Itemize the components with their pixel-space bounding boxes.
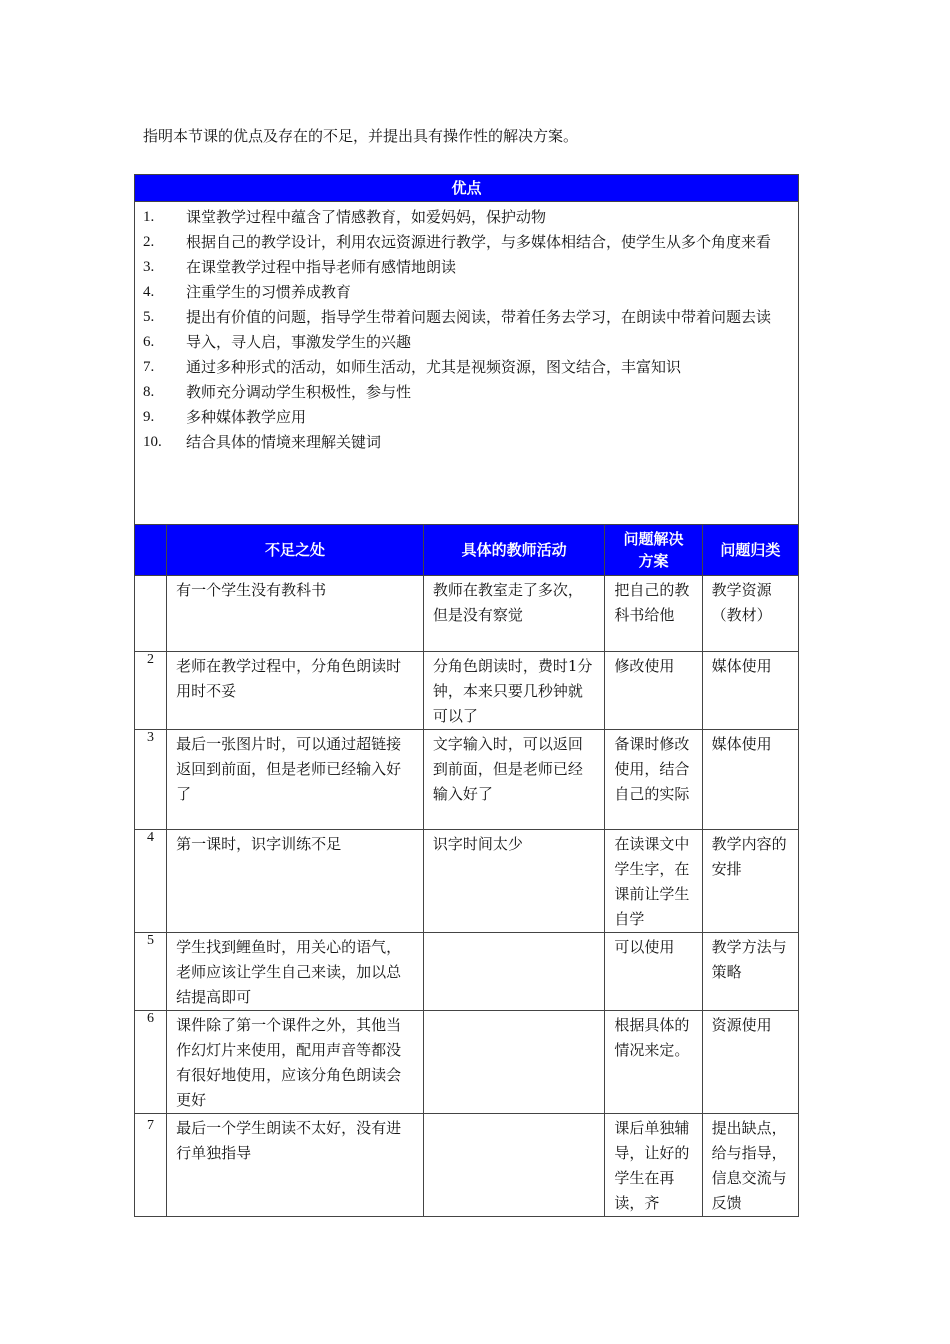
advantage-item: 6. 导入，寻人启，事激发学生的兴趣 [143, 333, 412, 351]
advantage-item: 10. 结合具体的情境来理解关键词 [143, 433, 382, 451]
activity-cell: 文字输入时，可以返回到前面，但是老师已经输入好了 [423, 730, 605, 830]
solution-cell: 把自己的教科书给他 [605, 576, 702, 652]
category-cell: 提出缺点，给与指导，信息交流与反馈 [702, 1114, 798, 1217]
advantage-item: 1. 课堂教学过程中蕴含了情感教育，如爱妈妈，保护动物 [143, 208, 547, 226]
activity-cell [423, 933, 605, 1011]
category-header: 问题归类 [702, 525, 798, 576]
category-cell: 教学方法与策略 [702, 933, 798, 1011]
advantage-item: 4. 注重学生的习惯养成教育 [143, 283, 352, 301]
row-index [135, 576, 167, 652]
category-cell: 媒体使用 [702, 652, 798, 730]
solution-cell: 课后单独辅导，让好的学生在再读，齐 [605, 1114, 702, 1217]
advantage-item: 5. 提出有价值的问题，指导学生带着问题去阅读，带着任务去学习，在朗读中带着问题去读 [143, 308, 772, 326]
deficiency-cell: 老师在教学过程中，分角色朗读时用时不妥 [167, 652, 424, 730]
advantages-table [134, 174, 799, 525]
solution-cell: 可以使用 [605, 933, 702, 1011]
activity-cell: 分角色朗读时，费时1分钟，本来只要几秒钟就可以了 [423, 652, 605, 730]
advantages-list [135, 202, 798, 455]
row-index: 6 [135, 1011, 167, 1114]
advantage-item: 7. 通过多种形式的活动，如师生活动，尤其是视频资源，图文结合，丰富知识 [143, 358, 682, 376]
solution-cell: 备课时修改使用，结合自己的实际 [605, 730, 702, 830]
deficiency-cell: 最后一个学生朗读不太好，没有进行单独指导 [167, 1114, 424, 1217]
deficiency-cell: 有一个学生没有教科书 [167, 576, 424, 652]
table-row [135, 652, 799, 730]
activity-cell: 教师在教室走了多次，但是没有察觉 [423, 576, 605, 652]
activity-header: 具体的教师活动 [423, 525, 605, 576]
intro-text: 指明本节课的优点及存在的不足，并提出具有操作性的解决方案。 [143, 127, 579, 145]
issues-header-row [135, 525, 799, 576]
deficiency-header: 不足之处 [167, 525, 424, 576]
row-index: 4 [135, 830, 167, 933]
row-index: 2 [135, 652, 167, 730]
solution-header: 问题解决 方案 [605, 525, 702, 576]
table-row [135, 933, 799, 1011]
solution-cell: 根据具体的情况来定。 [605, 1011, 702, 1114]
row-index: 3 [135, 730, 167, 830]
index-header [135, 525, 167, 576]
table-row [135, 830, 799, 933]
advantage-item: 3. 在课堂教学过程中指导老师有感情地朗读 [143, 258, 457, 276]
category-cell: 媒体使用 [702, 730, 798, 830]
activity-cell: 识字时间太少 [423, 830, 605, 933]
category-cell: 教学内容的安排 [702, 830, 798, 933]
deficiency-cell: 学生找到鲤鱼时，用关心的语气，老师应该让学生自己来读，加以总结提高即可 [167, 933, 424, 1011]
row-index: 7 [135, 1114, 167, 1217]
advantage-item: 8. 教师充分调动学生积极性，参与性 [143, 383, 412, 401]
category-cell: 资源使用 [702, 1011, 798, 1114]
deficiency-cell: 课件除了第一个课件之外，其他当作幻灯片来使用，配用声音等都没有很好地使用，应该分角色朗读会更好 [167, 1011, 424, 1114]
activity-cell [423, 1011, 605, 1114]
advantages-header: 优点 [135, 175, 798, 202]
deficiency-cell: 最后一张图片时，可以通过超链接返回到前面，但是老师已经输入好了 [167, 730, 424, 830]
solution-cell: 修改使用 [605, 652, 702, 730]
table-row [135, 730, 799, 830]
advantage-item: 2. 根据自己的教学设计，利用农远资源进行教学，与多媒体相结合，使学生从多个角度来看 [143, 233, 772, 251]
activity-cell [423, 1114, 605, 1217]
table-row [135, 1114, 799, 1217]
table-row [135, 1011, 799, 1114]
advantage-item: 9. 多种媒体教学应用 [143, 408, 307, 426]
row-index: 5 [135, 933, 167, 1011]
solution-cell: 在读课文中学生字，在课前让学生自学 [605, 830, 702, 933]
category-cell: 教学资源（教材） [702, 576, 798, 652]
issues-table [134, 524, 799, 1217]
deficiency-cell: 第一课时，识字训练不足 [167, 830, 424, 933]
table-row [135, 576, 799, 652]
